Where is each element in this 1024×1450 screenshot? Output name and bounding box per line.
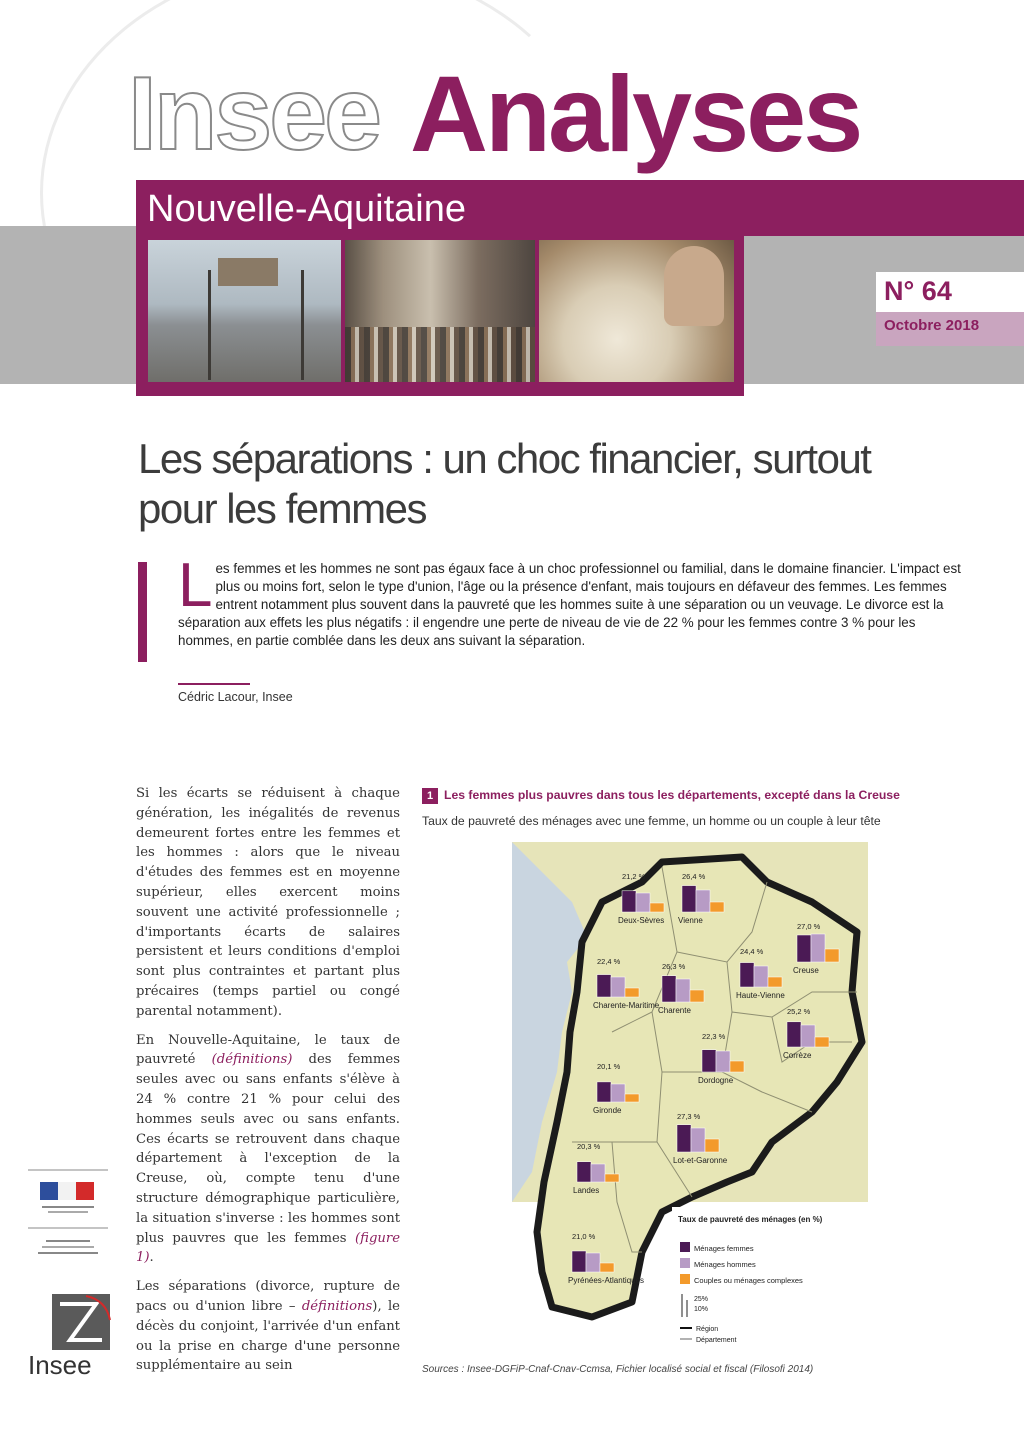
department-label: Vienne (678, 916, 703, 925)
text-span: . (149, 1250, 154, 1266)
bar-creuse-s1 (811, 934, 825, 962)
photo-fishing-hut (148, 240, 341, 382)
figure-1-link[interactable]: (figure 1) (136, 1230, 400, 1266)
text-span: ), le décès du conjoint, l'arrivée d'un enfant ou la prise en charge d'une personne supplémentaire au sein (136, 1298, 400, 1374)
bar-creuse-s2 (825, 949, 839, 962)
bar-landes-s0 (577, 1162, 591, 1182)
bar-corr-ze-s0 (787, 1022, 801, 1047)
value-label: 22,4 % (597, 957, 621, 966)
brand-analyses: Analyses (410, 53, 861, 174)
lead-paragraph (178, 551, 970, 650)
value-label: 21,0 % (572, 1232, 596, 1241)
definitions-link-2[interactable]: définitions (301, 1298, 373, 1314)
poverty-map (512, 842, 868, 1352)
legend-dept: Département (696, 1337, 737, 1344)
value-label: 26,4 % (682, 872, 706, 881)
author: Cédric Lacour, Insee (178, 690, 293, 704)
bar-landes-s2 (605, 1174, 619, 1182)
department-label: Charente (658, 1006, 691, 1015)
bar-corr-ze-s2 (815, 1037, 829, 1047)
republique-francaise-logo (28, 1168, 108, 1268)
figure-subtitle: Taux de pauvreté des ménages avec une femme, un homme ou un couple à leur tête (422, 814, 881, 828)
photo-street-crowd (345, 240, 535, 382)
figure-title: Les femmes plus pauvres dans tous les départements, excepté dans la Creuse (444, 788, 900, 802)
bar-charente-s0 (662, 976, 676, 1002)
text-span: En Nouvelle-Aquitaine, le taux de pauvreté (136, 1032, 400, 1068)
department-label: Landes (573, 1186, 600, 1195)
value-label: 21,2 % (622, 872, 646, 881)
bar-vienne-s2 (710, 902, 724, 912)
value-label: 25,2 % (787, 1007, 811, 1016)
value-label: 24,4 % (740, 947, 764, 956)
legend-women: Ménages femmes (694, 1244, 754, 1253)
bar-gironde-s2 (625, 1094, 639, 1102)
bar-charente-s1 (676, 979, 690, 1002)
figure-number: 1 (422, 788, 438, 804)
text-span: Les séparations (divorce, rupture de pacs ou d'union libre – (136, 1279, 400, 1314)
map-legend (672, 1207, 862, 1347)
bar-gironde-s0 (597, 1082, 611, 1102)
legend-men: Ménages hommes (694, 1260, 756, 1269)
legend-swatch-women (680, 1242, 690, 1252)
department-label: Gironde (593, 1106, 622, 1115)
department-label: Lot-et-Garonne (673, 1156, 728, 1165)
bar-deux-s-vres-s1 (636, 893, 650, 912)
bar-vienne-s0 (682, 886, 696, 912)
bar-haute-vienne-s2 (768, 977, 782, 987)
region-name: Nouvelle-Aquitaine (147, 188, 466, 230)
department-label: Creuse (793, 966, 819, 975)
bar-gironde-s1 (611, 1084, 625, 1102)
value-label: 20,3 % (577, 1142, 601, 1151)
legend-swatch-men (680, 1258, 690, 1268)
bar-pyr-n-es-atlantiques-s1 (586, 1253, 600, 1272)
author-rule (178, 683, 250, 685)
bar-haute-vienne-s0 (740, 963, 754, 987)
bar-deux-s-vres-s2 (650, 903, 664, 912)
value-label: 22,3 % (702, 1032, 726, 1041)
legend-region: Région (696, 1326, 719, 1333)
lead-dropcap: L (178, 551, 213, 620)
bar-lot-et-garonne-s1 (691, 1128, 705, 1152)
bar-pyr-n-es-atlantiques-s2 (600, 1263, 614, 1272)
legend-scale-a: 25% (694, 1296, 709, 1303)
legend-title: Taux de pauvreté des ménages (en %) (678, 1215, 823, 1224)
value-label: 27,0 % (797, 922, 821, 931)
bar-dordogne-s0 (702, 1050, 716, 1072)
article-title: Les séparations : un choc financier, surtout pour les femmes (138, 435, 871, 532)
bar-landes-s1 (591, 1164, 605, 1182)
bar-charente-maritime-s0 (597, 975, 611, 997)
bar-lot-et-garonne-s2 (705, 1139, 719, 1152)
issue-date: Octobre 2018 (884, 317, 980, 334)
definitions-link[interactable]: (définitions) (211, 1052, 293, 1068)
bar-charente-maritime-s1 (611, 977, 625, 997)
bar-lot-et-garonne-s0 (677, 1125, 691, 1152)
bar-dordogne-s2 (730, 1061, 744, 1072)
body-paragraph-3 (136, 1277, 400, 1376)
body-column (136, 784, 400, 1385)
bar-deux-s-vres-s0 (622, 891, 636, 912)
lead-bar (138, 562, 147, 662)
text-span: des femmes seules avec ou sans enfants s'élève à 24 % contre 21 % pour celui des hommes seuls avec ou sans enfants. Ces écarts se retrouvent dans chaque département à l'exception de la Creuse, où, compte tenu d'une structure démographique particulière, la situation s'inverse : les hommes sont plus pauvres que les femmes (136, 1052, 400, 1246)
legend-swatch-couple (680, 1274, 690, 1284)
body-paragraph-1: Si les écarts se réduisent à chaque génération, les inégalités de revenus demeurent fortes entre les femmes et les hommes : alors que le niveau d'études des femmes est en moyenne supérieur, elles exercent moins souvent une activité professionnelle ; d'importants écarts de salaires persistent et leurs conditions d'emploi sont plus contraintes et partant plus précaires (temps partiel ou congé parental notamment). (136, 786, 400, 1019)
department-label: Charente-Maritime (593, 1001, 660, 1010)
legend-scale-b: 10% (694, 1306, 709, 1313)
bar-creuse-s0 (797, 935, 811, 962)
bar-haute-vienne-s1 (754, 966, 768, 987)
department-label: Pyrénées-Atlantiques (568, 1276, 645, 1285)
brand-insee: Insee (128, 56, 379, 172)
value-label: 20,1 % (597, 1062, 621, 1071)
bar-dordogne-s1 (716, 1051, 730, 1072)
value-label: 26,3 % (662, 962, 686, 971)
issue-number: N° 64 (884, 276, 952, 306)
bar-vienne-s1 (696, 890, 710, 912)
bar-charente-maritime-s2 (625, 988, 639, 997)
value-label: 27,3 % (677, 1112, 701, 1121)
svg-text:Insee: Insee (28, 1350, 92, 1380)
department-label: Corrèze (783, 1051, 812, 1060)
insee-logo (26, 1290, 116, 1380)
legend-couple: Couples ou ménages complexes (694, 1276, 803, 1285)
bar-corr-ze-s1 (801, 1025, 815, 1047)
department-label: Dordogne (698, 1076, 734, 1085)
lead-text: es femmes et les hommes ne sont pas égaux face à un choc professionnel ou familial, dans le domaine financier. L'impact est plus ou moins fort, selon le type d'union, l'âge ou la présence d'enfant, mais toujours en défaveur des femmes. Les femmes entrent notamment plus souvent dans la pauvreté que les hommes suite à une séparation ou un veuvage. Le divorce est la séparation aux effets les plus négatifs : il engendre une perte de niveau de vie de 22 % pour les femmes contre 3 % pour les hommes, en partie comblée dans les deux ans suivant la séparation. (178, 561, 961, 648)
department-label: Deux-Sèvres (618, 916, 665, 925)
body-paragraph-2 (136, 1031, 400, 1269)
bar-charente-s2 (690, 990, 704, 1002)
bar-pyr-n-es-atlantiques-s0 (572, 1251, 586, 1272)
department-label: Haute-Vienne (736, 991, 785, 1000)
figure-source: Sources : Insee-DGFiP-Cnaf-Cnav-Ccmsa, Fichier localisé social et fiscal (Filosofi 2014) (422, 1364, 814, 1375)
photo-porcelain-craft (539, 240, 734, 382)
